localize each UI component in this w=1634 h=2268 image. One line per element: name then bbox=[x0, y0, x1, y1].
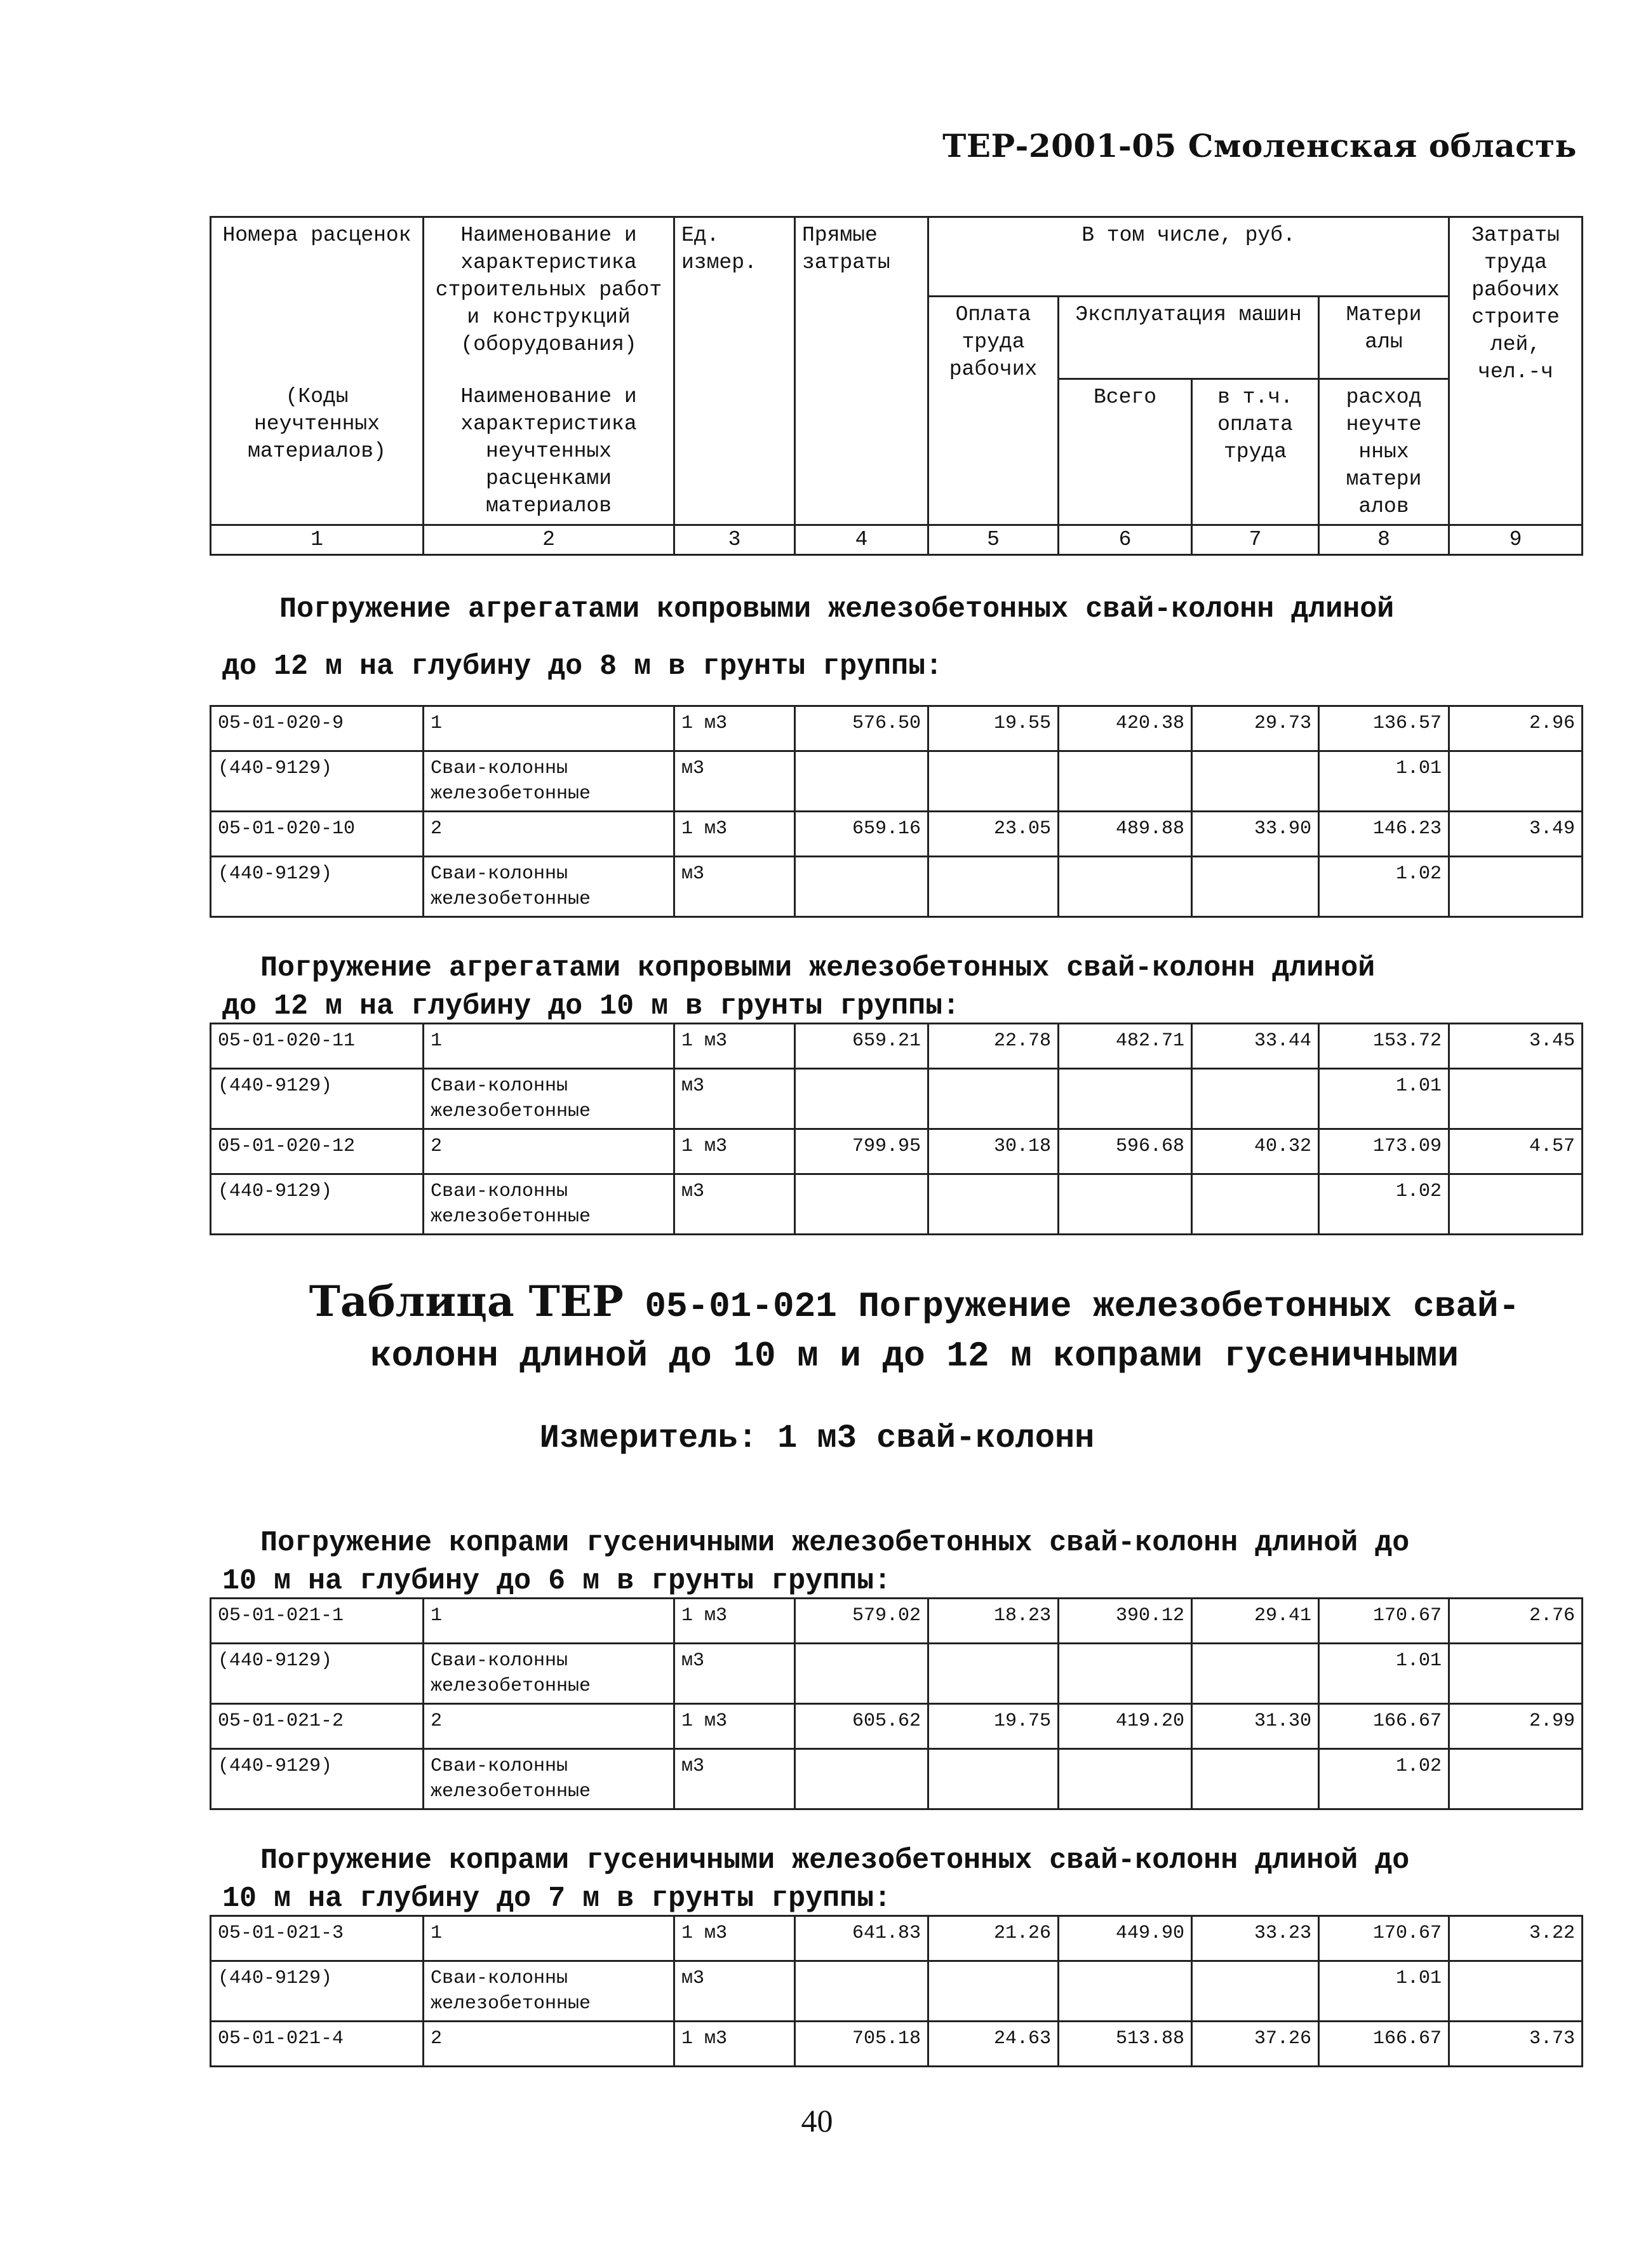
price-table bbox=[210, 1023, 1583, 1235]
table-cell: 579.02 bbox=[795, 1599, 928, 1644]
price-table bbox=[210, 1915, 1583, 2067]
table-cell bbox=[928, 1174, 1059, 1235]
table-cell: Сваи-колонны железобетонные bbox=[424, 1644, 674, 1704]
table-cell: 1 м3 bbox=[674, 1599, 795, 1644]
page-number: 40 bbox=[801, 2103, 833, 2138]
table-cell bbox=[1059, 1174, 1192, 1235]
table-title-code: 05-01-021 bbox=[645, 1286, 837, 1327]
table-cell bbox=[795, 1174, 928, 1235]
table-cell bbox=[795, 1961, 928, 2022]
price-table bbox=[210, 705, 1583, 918]
table-cell: 146.23 bbox=[1319, 812, 1449, 857]
table-cell: 1 м3 bbox=[674, 1129, 795, 1174]
table-cell bbox=[928, 1644, 1059, 1704]
table-cell: (440-9129) bbox=[211, 1644, 424, 1704]
table-cell: 2 bbox=[424, 2022, 674, 2067]
table-cell: 22.78 bbox=[928, 1024, 1059, 1069]
table-cell: 659.16 bbox=[795, 812, 928, 857]
table-cell: 170.67 bbox=[1319, 1916, 1449, 1961]
table-cell: 1.02 bbox=[1319, 857, 1449, 917]
section-heading: Погружение копрами гусеничными железобетонных свай-колонн длиной до bbox=[260, 1527, 1410, 1559]
table-cell: м3 bbox=[674, 1174, 795, 1235]
table-cell: 29.41 bbox=[1192, 1599, 1319, 1644]
table-cell: 05-01-020-12 bbox=[211, 1129, 424, 1174]
table-cell: 799.95 bbox=[795, 1129, 928, 1174]
table-row bbox=[211, 706, 1583, 751]
col-number: 3 bbox=[674, 525, 795, 555]
table-cell bbox=[795, 857, 928, 917]
table-cell: 136.57 bbox=[1319, 706, 1449, 751]
table-cell: 1 bbox=[424, 1599, 674, 1644]
col-4-header: Прямые затраты bbox=[795, 217, 928, 525]
table-cell: 19.75 bbox=[928, 1704, 1059, 1749]
table-cell: 2.96 bbox=[1449, 706, 1583, 751]
table-cell bbox=[1449, 1069, 1583, 1129]
table-row bbox=[211, 1704, 1583, 1749]
col-1-header-bottom: (Коды неучтенных материалов) bbox=[211, 379, 424, 525]
table-cell: 05-01-021-2 bbox=[211, 1704, 424, 1749]
table-cell: 1 м3 bbox=[674, 1704, 795, 1749]
table-cell: 596.68 bbox=[1059, 1129, 1192, 1174]
table-cell: 2.76 bbox=[1449, 1599, 1583, 1644]
table-row bbox=[211, 2022, 1583, 2067]
table-cell: м3 bbox=[674, 751, 795, 812]
table-cell bbox=[795, 1644, 928, 1704]
section-heading: Погружение агрегатами копровыми железобетонных свай-колонн длиной bbox=[260, 952, 1376, 984]
table-cell: м3 bbox=[674, 1961, 795, 2022]
col-5-header: Оплата труда рабочих bbox=[928, 297, 1059, 525]
table-cell: 33.44 bbox=[1192, 1024, 1319, 1069]
section-heading: 10 м на глубину до 6 м в грунты группы: bbox=[222, 1565, 892, 1597]
table-cell: 489.88 bbox=[1059, 812, 1192, 857]
table-cell: 19.55 bbox=[928, 706, 1059, 751]
table-cell bbox=[1059, 1961, 1192, 2022]
table-cell: 705.18 bbox=[795, 2022, 928, 2067]
table-title bbox=[292, 1277, 1537, 1381]
col-7-header: в т.ч. оплата труда bbox=[1192, 379, 1319, 525]
table-row bbox=[211, 1129, 1583, 1174]
section-heading: Погружение агрегатами копровыми железобетонных свай-колонн длиной bbox=[279, 593, 1395, 626]
table-cell: (440-9129) bbox=[211, 751, 424, 812]
table-cell: м3 bbox=[674, 1069, 795, 1129]
table-title-text: Погружение железобетонных свай- bbox=[858, 1286, 1520, 1327]
col-3-header: Ед. измер. bbox=[674, 217, 795, 525]
table-cell bbox=[1192, 1644, 1319, 1704]
table-cell bbox=[1192, 1961, 1319, 2022]
table-cell: 29.73 bbox=[1192, 706, 1319, 751]
table-row bbox=[211, 751, 1583, 812]
table-row bbox=[211, 1599, 1583, 1644]
table-cell: 166.67 bbox=[1319, 1704, 1449, 1749]
col-9-header: Затраты труда рабочих строите лей, чел.-ч bbox=[1449, 217, 1583, 525]
table-cell: Сваи-колонны железобетонные bbox=[424, 1069, 674, 1129]
table-cell: 3.73 bbox=[1449, 2022, 1583, 2067]
table-cell: 659.21 bbox=[795, 1024, 928, 1069]
table-cell: 3.22 bbox=[1449, 1916, 1583, 1961]
table-cell: (440-9129) bbox=[211, 857, 424, 917]
table-cell: (440-9129) bbox=[211, 1174, 424, 1235]
table-cell: 1.02 bbox=[1319, 1174, 1449, 1235]
table-cell: 420.38 bbox=[1059, 706, 1192, 751]
table-cell: 1 м3 bbox=[674, 812, 795, 857]
col-1-header-top: Номера расценок bbox=[211, 217, 424, 379]
table-cell bbox=[1192, 1749, 1319, 1809]
col-2-header-bottom: Наименование и характеристика неучтенных расценками материалов bbox=[424, 379, 674, 525]
table-cell bbox=[1192, 857, 1319, 917]
page-header: ТЕР-2001-05 Смоленская область bbox=[942, 127, 1577, 164]
col-number: 6 bbox=[1059, 525, 1192, 555]
table-title-prefix: Таблица ТЕР bbox=[309, 1277, 624, 1326]
table-cell bbox=[1059, 1749, 1192, 1809]
table-cell: 33.23 bbox=[1192, 1916, 1319, 1961]
table-cell: Сваи-колонны железобетонные bbox=[424, 1961, 674, 2022]
table-cell: 482.71 bbox=[1059, 1024, 1192, 1069]
col-number: 1 bbox=[211, 525, 424, 555]
table-cell: 18.23 bbox=[928, 1599, 1059, 1644]
table-cell bbox=[795, 1749, 928, 1809]
table-cell bbox=[1449, 1644, 1583, 1704]
column-header-table bbox=[210, 216, 1583, 556]
table-cell: 37.26 bbox=[1192, 2022, 1319, 2067]
table-cell: 1 м3 bbox=[674, 2022, 795, 2067]
table-cell: 3.49 bbox=[1449, 812, 1583, 857]
table-row bbox=[211, 1174, 1583, 1235]
table-cell: Сваи-колонны железобетонные bbox=[424, 857, 674, 917]
section-heading: до 12 м на глубину до 8 м в грунты группы: bbox=[222, 650, 943, 683]
col-number: 7 bbox=[1192, 525, 1319, 555]
table-row bbox=[211, 1069, 1583, 1129]
col-6-7-group-header: Эксплуатация машин bbox=[1059, 297, 1319, 379]
table-cell: 513.88 bbox=[1059, 2022, 1192, 2067]
col-group-header: В том числе, руб. bbox=[928, 217, 1449, 297]
table-cell: 1.01 bbox=[1319, 1961, 1449, 2022]
table-cell: 2 bbox=[424, 1129, 674, 1174]
col-number: 5 bbox=[928, 525, 1059, 555]
table-cell bbox=[1449, 857, 1583, 917]
table-cell: 23.05 bbox=[928, 812, 1059, 857]
table-cell: 1 bbox=[424, 1024, 674, 1069]
table-cell: 40.32 bbox=[1192, 1129, 1319, 1174]
table-cell: 605.62 bbox=[795, 1704, 928, 1749]
table-cell bbox=[1059, 857, 1192, 917]
col-8-header-top: Матери алы bbox=[1319, 297, 1449, 379]
table-cell: 419.20 bbox=[1059, 1704, 1192, 1749]
table-cell bbox=[1449, 751, 1583, 812]
table-cell: 449.90 bbox=[1059, 1916, 1192, 1961]
table-cell bbox=[928, 857, 1059, 917]
table-cell: 170.67 bbox=[1319, 1599, 1449, 1644]
table-cell bbox=[1059, 1069, 1192, 1129]
table-cell: 390.12 bbox=[1059, 1599, 1192, 1644]
table-cell bbox=[928, 751, 1059, 812]
table-cell: 4.57 bbox=[1449, 1129, 1583, 1174]
table-cell: Сваи-колонны железобетонные bbox=[424, 1174, 674, 1235]
table-cell: 166.67 bbox=[1319, 2022, 1449, 2067]
table-cell: (440-9129) bbox=[211, 1749, 424, 1809]
col-8-header-bottom: расход неучте нных матери алов bbox=[1319, 379, 1449, 525]
table-cell: 1 м3 bbox=[674, 706, 795, 751]
table-cell bbox=[928, 1069, 1059, 1129]
table-cell: (440-9129) bbox=[211, 1069, 424, 1129]
table-cell: 1 bbox=[424, 706, 674, 751]
table-cell bbox=[1449, 1961, 1583, 2022]
table-cell bbox=[928, 1961, 1059, 2022]
price-table bbox=[210, 1597, 1583, 1810]
table-cell: 1 м3 bbox=[674, 1024, 795, 1069]
table-cell: 33.90 bbox=[1192, 812, 1319, 857]
col-number: 4 bbox=[795, 525, 928, 555]
table-title-text: колонн длиной до 10 м и до 12 м копрами гусеничными bbox=[370, 1336, 1459, 1376]
table-cell: 1 bbox=[424, 1916, 674, 1961]
table-cell: 24.63 bbox=[928, 2022, 1059, 2067]
table-row bbox=[211, 857, 1583, 917]
table-cell: 3.45 bbox=[1449, 1024, 1583, 1069]
table-cell: Сваи-колонны железобетонные bbox=[424, 751, 674, 812]
table-cell bbox=[1059, 751, 1192, 812]
table-cell: 1.01 bbox=[1319, 1644, 1449, 1704]
table-cell: 05-01-021-4 bbox=[211, 2022, 424, 2067]
table-cell: 05-01-021-1 bbox=[211, 1599, 424, 1644]
table-cell: м3 bbox=[674, 1749, 795, 1809]
table-cell: 641.83 bbox=[795, 1916, 928, 1961]
table-cell bbox=[795, 1069, 928, 1129]
table-cell bbox=[1192, 751, 1319, 812]
table-row bbox=[211, 812, 1583, 857]
table-cell: 1.01 bbox=[1319, 751, 1449, 812]
section-heading: 10 м на глубину до 7 м в грунты группы: bbox=[222, 1882, 892, 1915]
table-cell: 2.99 bbox=[1449, 1704, 1583, 1749]
table-cell: 05-01-020-9 bbox=[211, 706, 424, 751]
table-cell: 153.72 bbox=[1319, 1024, 1449, 1069]
table-row bbox=[211, 1916, 1583, 1961]
table-cell: 2 bbox=[424, 812, 674, 857]
table-row bbox=[211, 1644, 1583, 1704]
table-cell: м3 bbox=[674, 857, 795, 917]
table-row bbox=[211, 1961, 1583, 2022]
table-cell bbox=[1192, 1069, 1319, 1129]
col-number: 9 bbox=[1449, 525, 1583, 555]
table-cell bbox=[1449, 1174, 1583, 1235]
table-row bbox=[211, 1749, 1583, 1809]
measure-unit: Измеритель: 1 м3 свай-колонн bbox=[539, 1419, 1095, 1457]
table-cell: 2 bbox=[424, 1704, 674, 1749]
table-cell: 05-01-020-11 bbox=[211, 1024, 424, 1069]
table-cell: м3 bbox=[674, 1644, 795, 1704]
table-cell bbox=[928, 1749, 1059, 1809]
table-cell bbox=[795, 751, 928, 812]
col-6-header: Всего bbox=[1059, 379, 1192, 525]
table-cell: 30.18 bbox=[928, 1129, 1059, 1174]
section-heading: до 12 м на глубину до 10 м в грунты группы: bbox=[222, 990, 960, 1023]
table-cell: 05-01-020-10 bbox=[211, 812, 424, 857]
col-number: 2 bbox=[424, 525, 674, 555]
col-2-header-top: Наименование и характеристика строительных работ и конструкций (оборудования) bbox=[424, 217, 674, 379]
table-cell: 1.02 bbox=[1319, 1749, 1449, 1809]
table-cell: 576.50 bbox=[795, 706, 928, 751]
table-cell: 31.30 bbox=[1192, 1704, 1319, 1749]
section-heading: Погружение копрами гусеничными железобетонных свай-колонн длиной до bbox=[260, 1844, 1410, 1877]
table-row bbox=[211, 1024, 1583, 1069]
table-cell: 1.01 bbox=[1319, 1069, 1449, 1129]
table-cell: (440-9129) bbox=[211, 1961, 424, 2022]
table-cell: 21.26 bbox=[928, 1916, 1059, 1961]
table-cell: Сваи-колонны железобетонные bbox=[424, 1749, 674, 1809]
table-cell: 05-01-021-3 bbox=[211, 1916, 424, 1961]
table-cell: 173.09 bbox=[1319, 1129, 1449, 1174]
col-number: 8 bbox=[1319, 525, 1449, 555]
table-cell bbox=[1192, 1174, 1319, 1235]
table-cell: 1 м3 bbox=[674, 1916, 795, 1961]
table-cell bbox=[1449, 1749, 1583, 1809]
table-cell bbox=[1059, 1644, 1192, 1704]
